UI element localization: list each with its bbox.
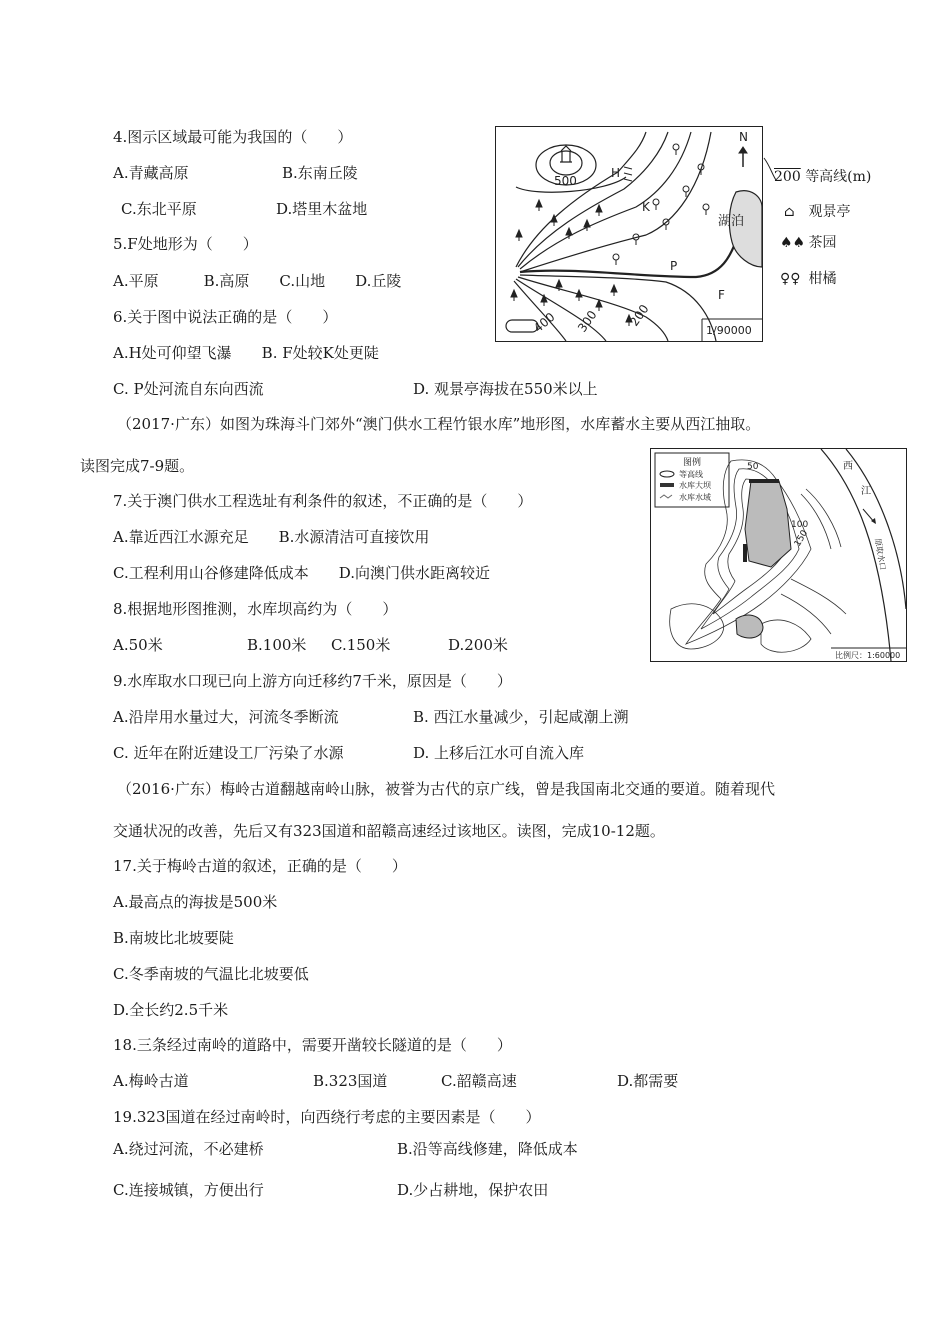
question-6: 6.关于图中说法正确的是（ ）: [113, 308, 338, 326]
reservoir-map-figure: [650, 448, 907, 662]
contour-label-200: 200: [626, 301, 652, 329]
contour-label-400: 400: [530, 309, 558, 336]
q6-option-c: C. P处河流自东向西流: [113, 380, 264, 398]
map2-scale: 比例尺：1:60000: [835, 651, 901, 660]
q17-option-a: A.最高点的海拔是500米: [113, 893, 278, 911]
legend-tea-label: 茶园: [808, 235, 837, 251]
question-18: 18.三条经过南岭的道路中，需要开凿较长隧道的是（ ）: [113, 1036, 512, 1054]
question-8: 8.根据地形图推测，水库坝高约为（ ）: [113, 600, 398, 618]
river-label-2: 江: [861, 486, 871, 497]
map2-legend-dam: 水库大坝: [679, 481, 711, 490]
pavilion-legend-icon: ⌂: [784, 204, 795, 220]
q5-options: A.平原 B.高原 C.山地 D.丘陵: [113, 272, 402, 290]
map2-legend-reservoir: 水库水域: [679, 493, 711, 502]
legend-pavilion-label: 观景亭: [808, 204, 851, 220]
q18-option-b: B.323国道: [313, 1072, 388, 1090]
q4-option-b: B.东南丘陵: [282, 164, 358, 182]
q8-option-b: B.100米: [247, 636, 307, 654]
contour-label-50: 50: [747, 462, 759, 472]
question-9: 9.水库取水口现已向上游方向迁移约7千米，原因是（ ）: [113, 672, 512, 690]
contour-label-100: 100: [791, 520, 809, 530]
q17-option-d: D.全长约2.5千米: [113, 1001, 229, 1019]
q6-options-ab: A.H处可仰望飞瀑 B. F处较K处更陡: [113, 344, 379, 362]
q19-option-c: C.连接城镇，方便出行: [113, 1181, 264, 1199]
q7-options-cd: C.工程利用山谷修建降低成本 D.向澳门供水距离较近: [113, 564, 490, 582]
dam-west: [743, 544, 747, 562]
dam-north: [749, 479, 779, 483]
q9-option-a: A.沿岸用水量过大，河流冬季断流: [113, 708, 339, 726]
q19-option-d: D.少占耕地，保护农田: [397, 1181, 549, 1199]
contour-map-drawing: [496, 127, 762, 341]
q9-option-d: D. 上移后江水可自流入库: [413, 744, 585, 762]
map2-legend-contour: 等高线: [679, 470, 703, 479]
north-label: N: [739, 130, 748, 144]
contour-label-150: 150: [792, 528, 811, 549]
contour-label-500: 500: [554, 174, 577, 188]
q19-option-b: B.沿等高线修建，降低成本: [397, 1140, 578, 1158]
q8-option-c: C.150米: [331, 636, 391, 654]
point-label-p: P: [670, 259, 678, 273]
map1-scale: 1/90000: [706, 324, 752, 337]
q9-option-c: C. 近年在附近建设工厂污染了水源: [113, 744, 344, 762]
point-label-k: K: [642, 200, 650, 214]
contour-map-legend: [762, 156, 912, 296]
q8-option-a: A.50米: [113, 636, 163, 654]
point-label-f: F: [718, 288, 725, 302]
river-label-1: 西: [843, 461, 853, 472]
map2-legend-title: 图例: [683, 458, 702, 468]
legend-contour-value: 200: [774, 169, 801, 185]
q18-option-a: A.梅岭古道: [113, 1072, 189, 1090]
q18-option-d: D.都需要: [617, 1072, 679, 1090]
intro-2017-line2: 读图完成7-9题。: [80, 457, 195, 475]
q4-option-a: A.青藏高原: [113, 164, 189, 182]
citrus-symbols: [613, 144, 709, 265]
question-4: 4.图示区域最可能为我国的（ ）: [113, 128, 353, 146]
reservoir-map-drawing: [651, 449, 906, 661]
intro-2016-line2: 交通状况的改善，先后又有323国道和韶赣高速经过该地区。读图，完成10-12题。: [113, 822, 665, 840]
legend-citrus-label: 柑橘: [808, 271, 837, 287]
question-5: 5.F处地形为（ ）: [113, 235, 258, 253]
legend-contour-label: 等高线(m): [805, 169, 872, 185]
q19-option-a: A.绕过河流，不必建桥: [113, 1140, 264, 1158]
question-7: 7.关于澳门供水工程选址有利条件的叙述，不正确的是（ ）: [113, 492, 533, 510]
q6-option-d: D. 观景亭海拔在550米以上: [413, 380, 598, 398]
lake-label: 湖泊: [718, 214, 745, 229]
q4-option-d: D.塔里木盆地: [276, 200, 368, 218]
intake-label: 原取水口: [873, 537, 888, 571]
contour-label-300: 300: [574, 307, 600, 335]
contour-map-figure: [495, 126, 763, 342]
question-17: 17.关于梅岭古道的叙述，正确的是（ ）: [113, 857, 407, 875]
point-label-h: H: [611, 166, 621, 180]
q17-option-b: B.南坡比北坡要陡: [113, 929, 234, 947]
q18-option-c: C.韶赣高速: [441, 1072, 517, 1090]
intro-2016-line1: （2016·广东）梅岭古道翻越南岭山脉，被誉为古代的京广线，曾是我国南北交通的要道。随着现代: [117, 780, 775, 798]
q9-option-b: B. 西江水量减少，引起咸潮上溯: [413, 708, 629, 726]
intro-2017-line1: （2017·广东）如图为珠海斗门郊外“澳门供水工程竹银水库”地形图，水库蓄水主要从西江抽取。: [117, 415, 761, 433]
q8-option-d: D.200米: [448, 636, 508, 654]
north-arrow-icon: [739, 147, 747, 167]
q4-option-c: C.东北平原: [121, 200, 197, 218]
tea-legend-icon: ♠♠: [780, 235, 806, 251]
question-19: 19.323国道在经过南岭时，向西绕行考虑的主要因素是（ ）: [113, 1108, 541, 1126]
citrus-legend-icon: ♀♀: [780, 271, 801, 287]
pavilion-icon: [560, 146, 572, 162]
q17-option-c: C.冬季南坡的气温比北坡要低: [113, 965, 309, 983]
q7-options-ab: A.靠近西江水源充足 B.水源清洁可直接饮用: [113, 528, 430, 546]
